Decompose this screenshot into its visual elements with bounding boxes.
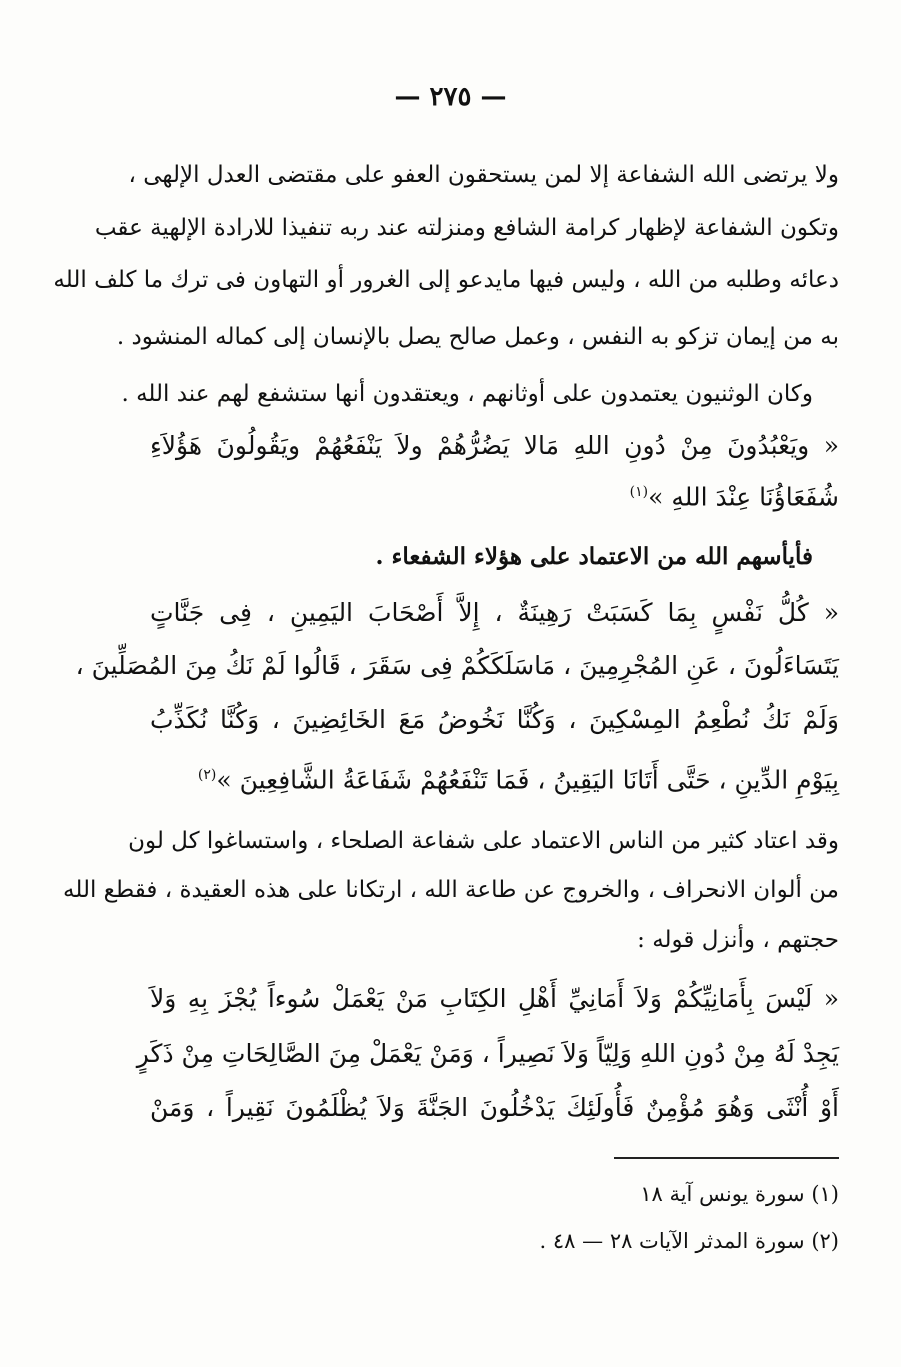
paragraph-4-line-2: من ألوان الانحراف ، والخروج عن طاعة الله ، ارتكانا على هذه العقيدة ، فقطع الله [63, 877, 839, 903]
quote-3-line-2: يَجِدْ لَهُ مِنْ دُونِ اللهِ وَلِيّاً وَلاَ نَصِيراً ، وَمَنْ يَعْمَلْ مِنَ الصَّالِحَاتِ مِنْ ذَكَرٍ [136, 1039, 839, 1068]
paragraph-1-line-3: دعائه وطلبه من الله ، وليس فيها مايدعو إلى الغرور أو التهاون فى ترك ما كلف الله [53, 267, 839, 293]
page-number: — ٢٧٥ — [394, 82, 507, 112]
paragraph-4-line-1: وقد اعتاد كثير من الناس الاعتماد على شفاعة الصلحاء ، واستساغوا كل لون [128, 828, 839, 854]
quote-2-line-1: « كُلُّ نَفْسٍ بِمَا كَسَبَتْ رَهِينَةٌ ، إِلاَّ أَصْحَابَ اليَمِينِ ، فِى جَنَّاتٍ [150, 598, 839, 627]
quote-2-line-3: وَلَمْ نَكُ نُطْعِمُ المِسْكِينَ ، وَكُنَّا نَخُوضُ مَعَ الخَائِضِينَ ، وَكُنَّا نُكَذِّبُ [150, 705, 839, 734]
quote-1-line-2 [150, 475, 839, 514]
footnote-separator [614, 1157, 839, 1159]
quote-2-line-2: يَتَسَاءَلُونَ ، عَنِ المُجْرِمِينَ ، مَاسَلَكَكُمْ فِى سَقَرَ ، قَالُوا لَمْ نَكُ مِنَ المُصَلِّينَ ، [75, 651, 839, 680]
paragraph-1-line-4: به من إيمان تزكو به النفس ، وعمل صالح يصل بالإنسان إلى كماله المنشود . [116, 324, 839, 350]
quote-1-line-1: « ويَعْبُدُونَ مِنْ دُونِ اللهِ مَالا يَضُرُّهُمْ ولاَ يَنْفَعُهُمْ ويَقُولُونَ هَؤُلاَءِ [150, 431, 839, 460]
quote-2-line-4-text: بِيَوْمِ الدِّينِ ، حَتَّى أَتَانَا اليَقِينُ ، فَمَا تَنْفَعُهُمْ شَفَاعَةُ الشَّافِعِينَ » [216, 765, 839, 795]
footnote-1: (١) سورة يونس آية ١٨ [640, 1182, 839, 1206]
footnote-2: (٢) سورة المدثر الآيات ٢٨ — ٤٨ . [539, 1229, 839, 1253]
paragraph-1-line-2: وتكون الشفاعة لإظهار كرامة الشافع ومنزلته عند ربه تنفيذا للارادة الإلهية عقب [94, 215, 839, 241]
paragraph-2: وكان الوثنيون يعتمدون على أوثانهم ، ويعتقدون أنها ستشفع لهم عند الله . [121, 381, 813, 407]
quote-3-line-1: « لَيْسَ بِأَمَانِيِّكُمْ وَلاَ أَمَانِيِّ أَهْلِ الكِتَابِ مَنْ يَعْمَلْ سُوءاً يُجْزَ بِهِ وَلاَ [150, 984, 839, 1013]
paragraph-4-line-3: حجتهم ، وأنزل قوله : [637, 927, 839, 953]
quote-2-line-4 [150, 758, 839, 797]
paragraph-1-line-1: ولا يرتضى الله الشفاعة إلا لمن يستحقون العفو على مقتضى العدل الإلهى ، [128, 162, 839, 188]
quote-3-line-3: أَوْ أُنْثَى وَهُوَ مُؤْمِنٌ فَأُولَئِكَ يَدْخُلُونَ الجَنَّةَ وَلاَ يُظْلَمُونَ نَقِيراً ، وَمَنْ [150, 1093, 839, 1122]
footnote-ref-1: (١) [629, 484, 649, 500]
paragraph-3: فأيأسهم الله من الاعتماد على هؤلاء الشفعاء . [375, 543, 813, 570]
quote-1-line-2-text: شُفَعَاؤُنَا عِنْدَ اللهِ » [648, 482, 839, 512]
footnote-ref-2: (٢) [197, 767, 217, 783]
